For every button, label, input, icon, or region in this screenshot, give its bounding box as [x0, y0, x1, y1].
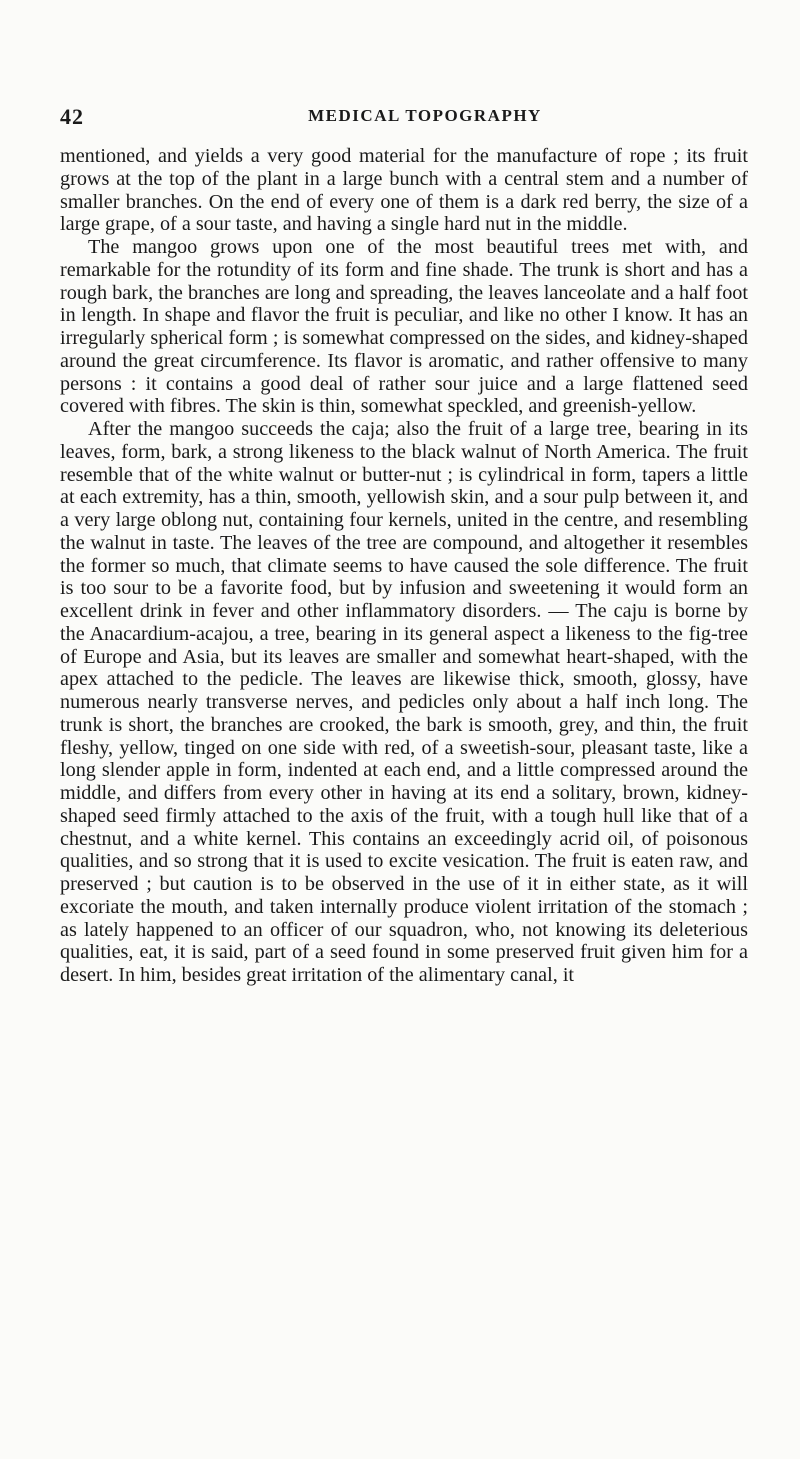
page-header — [60, 104, 750, 134]
paragraph-caja-caju: After the mangoo succeeds the caja; also the fruit of a large tree, bearing in its leaves, form, bark, a strong likeness to the black walnut of North America. The fruit resemble that of the white walnut or butter-nut ; is cylindrical in form, tapers a little at each extremity, has a thin, smooth, yellowish skin, and a sour pulp between it, and a very large oblong nut, containing four kernels, united in the centre, and resembling the walnut in taste. The leaves of the tree are compound, and altogether it resembles the former so much, that climate seems to have caused the sole difference. The fruit is too sour to be a favorite food, but by infusion and sweetening it would form an excellent drink in fever and other inflammatory disorders. — The caju is borne by the Anacardium-acajou, a tree, bearing in its general aspect a likeness to the fig-tree of Europe and Asia, but its leaves are smaller and somewhat heart-shaped, with the apex attached to the pedicle. The leaves are likewise thick, smooth, glossy, have numerous nearly transverse nerves, and pedicles only about a half inch long. The trunk is short, the branches are crooked, the bark is smooth, grey, and thin, the fruit fleshy, yellow, tinged on one side with red, of a sweetish-sour, pleasant taste, like a long slender apple in form, indented at each end, and a little compressed around the middle, and differs from every other in having at its end a solitary, brown, kidney-shaped seed firmly attached to the axis of the fruit, with a tough hull like that of a chestnut, and a white kernel. This contains an exceedingly acrid oil, of poisonous qualities, and so strong that it is used to excite vesication. The fruit is eaten raw, and preserved ; but caution is to be observed in the use of it in either state, as it will excoriate the mouth, and taken internally produce violent irritation of the stomach ; as lately happened to an officer of our squadron, who, not knowing its deleterious qualities, eat, it is said, part of a seed found in some preserved fruit given him for a desert. In him, besides great irritation of the alimentary canal, it — [60, 418, 748, 986]
paragraph-mangoo: The mangoo grows upon one of the most beautiful trees met with, and remarkable for the rotundity of its form and fine shade. The trunk is short and has a rough bark, the branches are long and spreading, the leaves lanceolate and a half foot in length. In shape and flavor the fruit is peculiar, and like no other I know. It has an irregularly spherical form ; is somewhat compressed on the sides, and kidney-shaped around the great circumference. Its flavor is aromatic, and rather offensive to many persons : it contains a good deal of rather sour juice and a large flattened seed covered with fibres. The skin is thin, somewhat speckled, and greenish-yellow. — [60, 236, 748, 418]
page-number: 42 — [60, 104, 84, 129]
body-text — [60, 145, 748, 987]
running-title: MEDICAL TOPOGRAPHY — [308, 106, 542, 125]
paragraph-continued: mentioned, and yields a very good material for the manufacture of rope ; its fruit grows at the top of the plant in a large bunch with a central stem and a number of smaller branches. On the end of every one of them is a dark red berry, the size of a large grape, of a sour taste, and having a single hard nut in the middle. — [60, 145, 748, 236]
